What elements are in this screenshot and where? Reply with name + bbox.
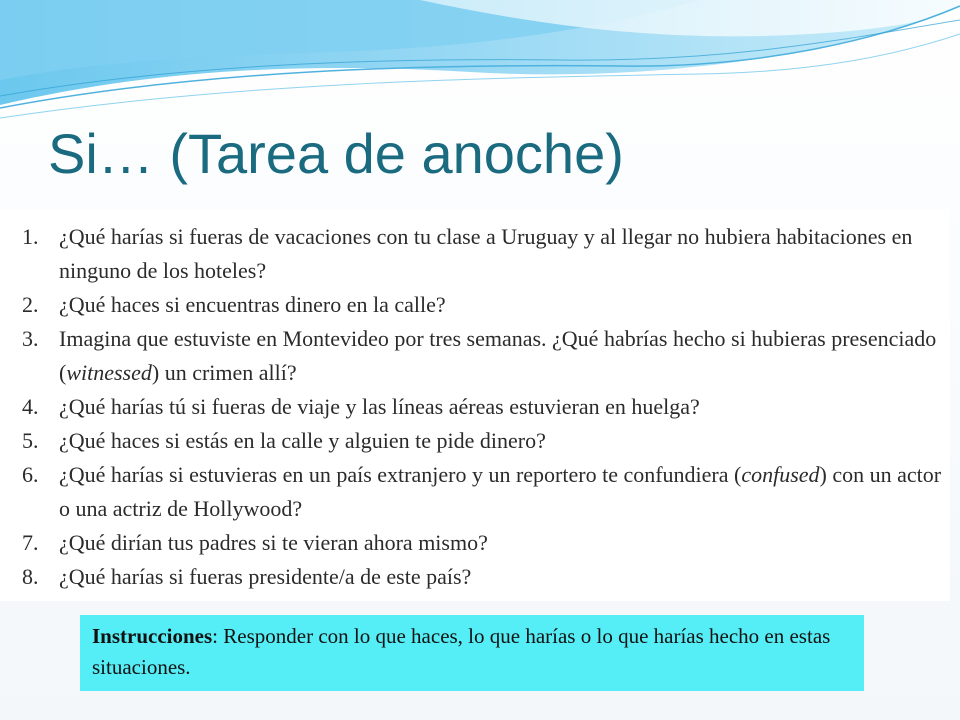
instructions-label: Instrucciones bbox=[92, 624, 213, 648]
question-number: 7. bbox=[22, 530, 39, 555]
question-text bbox=[59, 530, 488, 555]
question-number: 8. bbox=[22, 564, 39, 589]
question-text bbox=[59, 462, 941, 521]
question-text bbox=[59, 394, 700, 419]
question-text bbox=[59, 326, 936, 385]
question-number: 2. bbox=[22, 292, 39, 317]
english-gloss: witnessed bbox=[66, 360, 152, 385]
question-text-part: ¿Qué haces si encuentras dinero en la calle? bbox=[59, 292, 446, 317]
question-item bbox=[0, 220, 950, 288]
question-text-part: ¿Qué harías si fueras de vacaciones con tu clase a Uruguay y al llegar no hubiera habitaciones en ninguno de los hoteles? bbox=[59, 224, 913, 283]
question-text-part: Imagina que estuviste en Montevideo por tres semanas. ¿Qué habrías hecho si hubieras presenciado ( bbox=[59, 326, 937, 385]
question-list bbox=[0, 220, 950, 594]
question-text-part: ) con un actor o una actriz de Hollywood? bbox=[59, 462, 942, 521]
question-item bbox=[0, 424, 950, 458]
question-text-part: ¿Qué haces si estás en la calle y alguien te pide dinero? bbox=[59, 428, 546, 453]
english-gloss: confused bbox=[741, 462, 820, 487]
question-number: 1. bbox=[22, 224, 39, 249]
question-item bbox=[0, 560, 950, 594]
question-panel bbox=[0, 209, 950, 601]
question-number: 6. bbox=[22, 462, 39, 487]
question-item bbox=[0, 288, 950, 322]
question-number: 5. bbox=[22, 428, 39, 453]
question-item bbox=[0, 458, 950, 526]
instructions-box bbox=[80, 615, 864, 691]
instructions-text: : Responder con lo que haces, lo que harías o lo que harías hecho en estas situaciones. bbox=[92, 624, 831, 679]
question-text-part: ¿Qué dirían tus padres si te vieran ahora mismo? bbox=[59, 530, 488, 555]
question-text-part: ) un crimen allí? bbox=[151, 360, 297, 385]
question-number: 3. bbox=[22, 326, 39, 351]
question-text-part: ¿Qué harías si estuvieras en un país extranjero y un reportero te confundiera ( bbox=[59, 462, 742, 487]
question-text-part: ¿Qué harías si fueras presidente/a de este país? bbox=[59, 564, 472, 589]
question-text bbox=[59, 428, 546, 453]
question-text bbox=[59, 292, 446, 317]
question-item bbox=[0, 322, 950, 390]
wave-banner-decoration bbox=[0, 0, 960, 130]
question-item bbox=[0, 526, 950, 560]
question-text bbox=[59, 224, 912, 283]
question-text-part: ¿Qué harías tú si fueras de viaje y las líneas aéreas estuvieran en huelga? bbox=[59, 394, 700, 419]
question-number: 4. bbox=[22, 394, 39, 419]
question-item bbox=[0, 390, 950, 424]
slide-title: Si… (Tarea de anoche) bbox=[48, 122, 624, 185]
question-text bbox=[59, 564, 471, 589]
